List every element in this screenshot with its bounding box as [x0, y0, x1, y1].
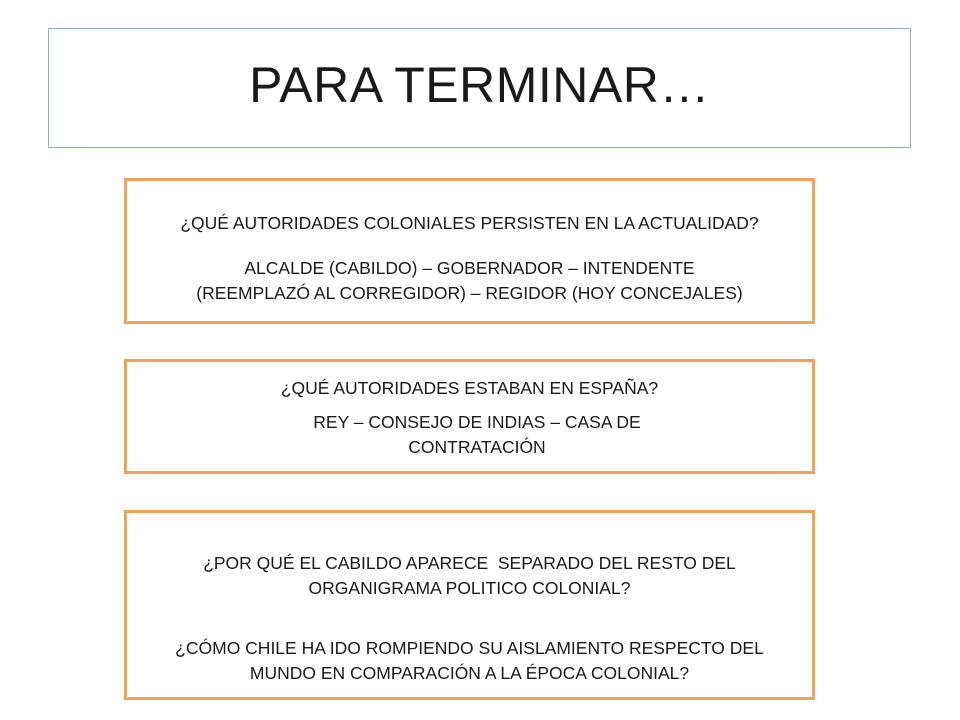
- colonial-authorities-question: [127, 211, 812, 236]
- slide-title: PARA TERMINAR…: [249, 57, 710, 113]
- colonial-authorities-answer: [127, 256, 812, 306]
- discussion-questions-box: [124, 510, 815, 700]
- chile-isolation-question: [127, 636, 812, 686]
- spain-authorities-box: [124, 359, 815, 474]
- answer-line-2: (REEMPLAZÓ AL CORREGIDOR) – REGIDOR (HOY CONCEJALES): [196, 283, 743, 303]
- question-line-1: ¿POR QUÉ EL CABILDO APARECE SEPARADO DEL RESTO DEL: [203, 553, 736, 573]
- spain-authorities-question: [127, 376, 812, 401]
- question-line: ¿QUÉ AUTORIDADES ESTABAN EN ESPAÑA?: [280, 378, 659, 398]
- cabildo-question: [127, 551, 812, 601]
- question-line-1: ¿CÓMO CHILE HA IDO ROMPIENDO SU AISLAMIENTO RESPECTO DEL: [175, 638, 764, 658]
- title-box: [48, 28, 911, 148]
- question-line-2: ORGANIGRAMA POLITICO COLONIAL?: [308, 578, 631, 598]
- colonial-authorities-box: [124, 178, 815, 324]
- answer-line-2: CONTRATACIÓN: [408, 437, 546, 457]
- spain-authorities-answer: [277, 410, 677, 460]
- answer-line-1: REY – CONSEJO DE INDIAS – CASA DE: [313, 412, 641, 432]
- question-line: ¿QUÉ AUTORIDADES COLONIALES PERSISTEN EN LA ACTUALIDAD?: [180, 213, 759, 233]
- answer-line-1: ALCALDE (CABILDO) – GOBERNADOR – INTENDENTE: [244, 258, 695, 278]
- question-line-2: MUNDO EN COMPARACIÓN A LA ÉPOCA COLONIAL?: [249, 663, 690, 683]
